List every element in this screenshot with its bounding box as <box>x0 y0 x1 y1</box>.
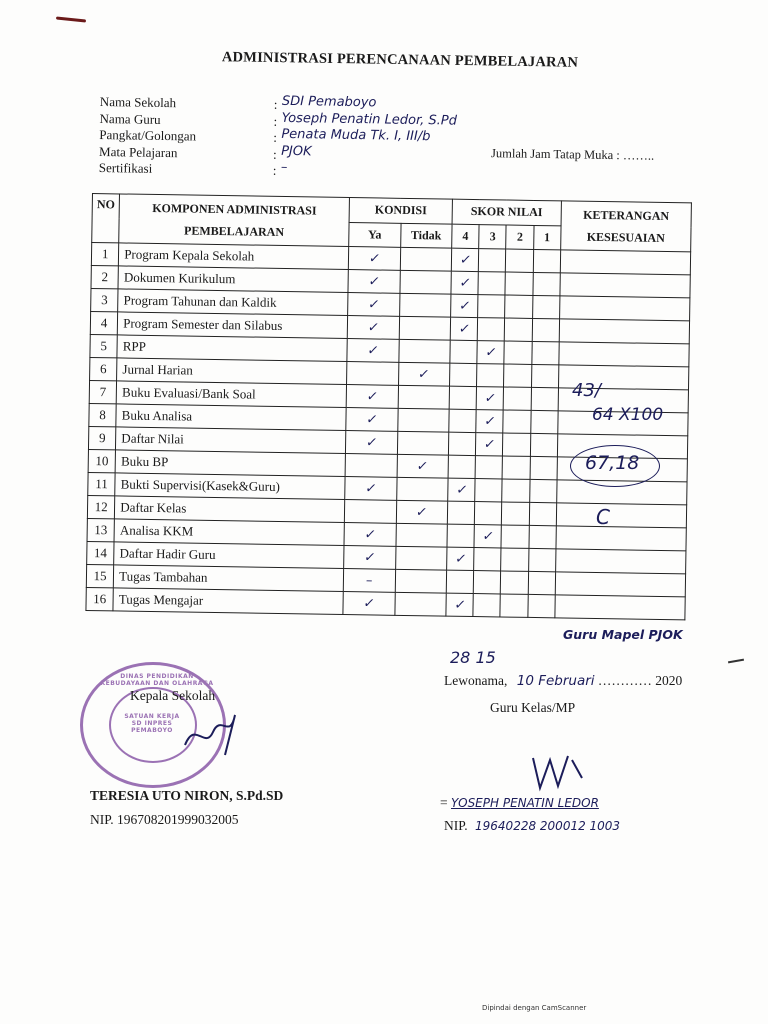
row-no: 2 <box>91 265 119 288</box>
kondisi-ya-cell <box>345 477 397 501</box>
skor-2-cell <box>505 295 533 318</box>
info-label: Nama Sekolah <box>99 94 177 111</box>
header-ya: Ya <box>349 222 401 247</box>
check-mark: ✓ <box>415 459 430 475</box>
info-value-sekolah: SDI Pemaboyo <box>281 93 377 111</box>
check-mark: ✓ <box>481 529 495 545</box>
check-mark: ✓ <box>454 482 469 498</box>
kondisi-tidak-cell <box>397 408 449 432</box>
kondisi-tidak-cell <box>396 500 448 524</box>
row-komponen: Tugas Tambahan <box>114 565 344 592</box>
check-mark: ✓ <box>458 252 472 268</box>
kondisi-ya-cell <box>347 339 399 363</box>
grade: C <box>596 505 610 529</box>
check-mark: ✓ <box>363 481 378 497</box>
header-skor-2: 2 <box>506 225 534 250</box>
skor-2-cell <box>505 318 533 341</box>
keterangan-cell <box>555 572 686 597</box>
skor-3-cell <box>477 341 505 364</box>
header-kondisi: KONDISI <box>349 198 452 224</box>
skor-1-cell <box>531 341 559 364</box>
info-label: Pangkat/Golongan <box>99 126 197 144</box>
check-mark: ✓ <box>457 275 472 291</box>
skor-4-cell <box>451 271 479 294</box>
kondisi-tidak-cell <box>398 362 450 386</box>
kepala-nip: NIP. 196708201999032005 <box>90 812 239 827</box>
row-komponen: Bukti Supervisi(Kasek&Guru) <box>115 473 345 500</box>
kondisi-tidak-cell <box>396 523 448 547</box>
check-mark: ✓ <box>366 297 381 313</box>
check-mark: ✓ <box>414 505 429 521</box>
skor-1-cell <box>530 433 558 456</box>
kondisi-tidak-cell <box>394 592 446 616</box>
info-value-pangkat: Penata Muda Tk. I, III/b <box>281 126 431 145</box>
row-komponen: Tugas Mengajar <box>113 588 343 615</box>
kondisi-ya-cell <box>346 408 398 432</box>
skor-3-cell <box>477 318 505 341</box>
kondisi-ya-cell <box>347 362 399 386</box>
guru-role: Guru Kelas/MP <box>490 700 576 715</box>
skor-3-cell <box>475 479 503 502</box>
guru-name: YOSEPH PENATIN LEDOR <box>451 796 599 810</box>
kondisi-ya-cell <box>348 293 400 317</box>
skor-1-cell <box>529 502 557 525</box>
info-label: Sertifikasi <box>98 159 153 176</box>
guru-nip-label: NIP. <box>444 818 468 833</box>
row-komponen: Daftar Hadir Guru <box>114 542 344 569</box>
skor-2-cell <box>504 387 532 410</box>
row-no: 6 <box>90 357 118 380</box>
info-colon: : <box>272 146 277 162</box>
header-skor: SKOR NILAI <box>452 199 561 225</box>
row-no: 14 <box>87 541 115 564</box>
check-mark: ✓ <box>453 551 468 567</box>
skor-4-cell <box>447 501 475 524</box>
skor-4-cell <box>451 248 479 271</box>
skor-3-cell <box>477 364 505 387</box>
row-komponen: Buku BP <box>115 450 345 477</box>
keterangan-cell <box>555 595 686 620</box>
kondisi-ya-cell <box>348 247 400 271</box>
skor-2-cell <box>503 433 531 456</box>
check-mark: ✓ <box>366 320 381 336</box>
check-mark: ✓ <box>363 527 377 543</box>
info-label: Nama Guru <box>99 110 161 127</box>
check-mark: ✓ <box>457 298 472 314</box>
kondisi-ya-cell <box>346 431 398 455</box>
table-body <box>86 243 691 620</box>
skor-3-cell <box>475 456 503 479</box>
skor-4-cell <box>449 409 477 432</box>
skor-4-cell <box>449 386 477 409</box>
row-no: 1 <box>91 243 119 266</box>
place-date <box>444 673 682 689</box>
row-no: 10 <box>88 449 116 472</box>
skor-2-cell <box>504 364 532 387</box>
jumlah-jam-tatap-muka: Jumlah Jam Tatap Muka : …….. <box>491 145 655 163</box>
skor-4-cell <box>446 593 474 616</box>
header-skor-4: 4 <box>452 224 480 249</box>
info-section <box>99 94 700 186</box>
kepala-role: Kepala Sekolah <box>130 688 216 703</box>
margin-mark <box>728 659 744 664</box>
keterangan-cell <box>560 250 691 275</box>
row-no: 15 <box>86 564 114 587</box>
guru-signature <box>528 748 588 798</box>
keterangan-cell <box>560 273 691 298</box>
skor-2-cell <box>504 341 532 364</box>
row-no: 3 <box>91 288 119 311</box>
kondisi-tidak-cell <box>398 385 450 409</box>
row-no: 8 <box>89 403 117 426</box>
kondisi-tidak-cell <box>397 431 449 455</box>
skor-1-cell <box>533 272 561 295</box>
score-result: 67,18 <box>585 452 640 474</box>
row-komponen: Daftar Kelas <box>115 496 345 523</box>
header-ket: KETERANGAN KESESUAIAN <box>561 201 692 252</box>
guru-mapel-note: Guru Mapel PJOK <box>563 627 683 642</box>
skor-2-cell <box>502 502 530 525</box>
skor-1-cell <box>532 318 560 341</box>
kondisi-ya-cell <box>344 546 396 570</box>
check-mark: ✓ <box>482 437 497 453</box>
skor-2-cell <box>503 410 531 433</box>
skor-2-cell <box>501 548 529 571</box>
row-komponen: Program Semester dan Silabus <box>117 312 347 339</box>
check-mark: ✓ <box>367 251 382 267</box>
keterangan-cell <box>559 296 690 321</box>
row-no: 16 <box>86 587 114 610</box>
kondisi-tidak-cell <box>400 270 452 294</box>
kondisi-ya-cell <box>346 385 398 409</box>
skor-3-cell <box>476 410 504 433</box>
skor-3-cell <box>473 594 501 617</box>
skor-3-cell <box>478 295 506 318</box>
skor-1-cell <box>531 364 559 387</box>
guru-nip-line <box>444 818 620 834</box>
skor-3-cell <box>474 548 502 571</box>
skor-1-cell <box>533 249 561 272</box>
skor-1-cell <box>529 479 557 502</box>
check-mark: ✓ <box>482 414 497 430</box>
header-tidak: Tidak <box>400 223 452 248</box>
date-dots: ………… <box>597 673 652 688</box>
dash-mark: – <box>364 573 374 589</box>
row-no: 4 <box>90 311 118 334</box>
check-mark: ✓ <box>457 321 471 337</box>
kondisi-tidak-cell <box>395 546 447 570</box>
skor-1-cell <box>529 525 557 548</box>
skor-4-cell <box>451 294 479 317</box>
info-label: Mata Pelajaran <box>98 143 178 160</box>
skor-1-cell <box>528 594 556 617</box>
row-no: 13 <box>87 518 115 541</box>
row-komponen: Program Kepala Sekolah <box>119 243 349 270</box>
score-fraction-bottom: 64 X100 <box>592 405 664 425</box>
row-no: 9 <box>88 426 116 449</box>
row-komponen: Buku Analisa <box>116 404 346 431</box>
guru-name-line <box>440 795 599 811</box>
skor-4-cell <box>448 455 476 478</box>
row-no: 11 <box>88 472 116 495</box>
guru-nip: 19640228 200012 1003 <box>475 819 621 833</box>
keterangan-cell <box>559 319 690 344</box>
check-mark: ✓ <box>452 597 467 613</box>
kondisi-tidak-cell <box>396 477 448 501</box>
stamp-outer-text: DINAS PENDIDIKAN KEBUDAYAAN DAN OLAHRAGA <box>100 673 214 687</box>
skor-4-cell <box>448 432 476 455</box>
row-komponen: RPP <box>117 335 347 362</box>
kepala-name: TERESIA UTO NIRON, S.Pd.SD <box>90 788 284 803</box>
info-colon: : <box>272 162 277 178</box>
check-mark: ✓ <box>483 345 498 361</box>
row-komponen: Program Tahunan dan Kaldik <box>118 289 348 316</box>
skor-1-cell <box>530 410 558 433</box>
check-mark: ✓ <box>367 274 381 290</box>
skor-1-cell <box>528 548 556 571</box>
skor-3-cell <box>473 571 501 594</box>
skor-4-cell <box>448 478 476 501</box>
skor-3-cell <box>476 387 504 410</box>
kondisi-ya-cell <box>348 270 400 294</box>
skor-2-cell <box>502 456 530 479</box>
kondisi-ya-cell <box>343 569 395 593</box>
skor-1-cell <box>530 456 558 479</box>
skor-1-cell <box>532 295 560 318</box>
keterangan-cell <box>559 342 690 367</box>
skor-2-cell <box>502 479 530 502</box>
skor-2-cell <box>500 594 528 617</box>
keterangan-cell <box>556 526 687 551</box>
row-no: 7 <box>89 380 117 403</box>
keterangan-cell <box>556 503 687 528</box>
skor-4-cell <box>446 570 474 593</box>
kondisi-ya-cell <box>343 591 395 615</box>
info-colon: : <box>273 96 278 112</box>
check-mark: ✓ <box>483 391 498 407</box>
kondisi-ya-cell <box>344 523 396 547</box>
skor-2-cell <box>505 272 533 295</box>
page-title: ADMINISTRASI PERENCANAAN PEMBELAJARAN <box>221 49 579 71</box>
kondisi-tidak-cell <box>400 247 452 271</box>
info-colon: : <box>273 129 278 145</box>
skor-3-cell <box>475 502 503 525</box>
kepala-signature <box>175 710 255 760</box>
kondisi-tidak-cell <box>399 316 451 340</box>
keterangan-cell <box>555 549 686 574</box>
skor-2-cell <box>501 571 529 594</box>
skor-3-cell <box>474 525 502 548</box>
skor-1-cell <box>528 571 556 594</box>
info-value-guru: Yoseph Penatin Ledor, S.Pd <box>281 110 458 129</box>
check-mark: ✓ <box>362 596 376 612</box>
skor-3-cell <box>479 249 507 272</box>
skor-3-cell <box>478 272 506 295</box>
scanner-footer: Dipindai dengan CamScanner <box>482 1004 587 1012</box>
skor-3-cell <box>476 433 504 456</box>
check-mark: ✓ <box>417 367 431 383</box>
header-komponen: KOMPONEN ADMINISTRASI PEMBELAJARAN <box>119 194 350 247</box>
row-no: 5 <box>90 334 118 357</box>
kondisi-tidak-cell <box>395 569 447 593</box>
below-table-note: 28 15 <box>450 648 496 667</box>
skor-4-cell <box>447 524 475 547</box>
row-komponen: Analisa KKM <box>114 519 344 546</box>
pen-mark <box>56 16 86 22</box>
header-skor-3: 3 <box>479 224 507 249</box>
row-no: 12 <box>87 495 115 518</box>
kondisi-tidak-cell <box>398 339 450 363</box>
skor-2-cell <box>506 249 534 272</box>
skor-2-cell <box>501 525 529 548</box>
place: Lewonama, <box>444 673 508 688</box>
row-komponen: Jurnal Harian <box>117 358 347 385</box>
skor-4-cell <box>449 363 477 386</box>
header-skor-1: 1 <box>533 225 561 250</box>
stamp-inner-text: SATUAN KERJA SD INPRES PEMABOYO <box>124 713 180 734</box>
row-komponen: Dokumen Kurikulum <box>118 266 348 293</box>
date: 10 Februari <box>516 673 595 689</box>
check-mark: ✓ <box>365 343 380 359</box>
info-colon: : <box>273 113 278 129</box>
kondisi-tidak-cell <box>397 454 449 478</box>
year: 2020 <box>655 673 683 688</box>
score-fraction-top: 43/ <box>572 380 601 401</box>
name-equals: = <box>440 795 451 810</box>
info-value-sertifikasi: – <box>280 159 288 175</box>
check-mark: ✓ <box>365 389 380 405</box>
kondisi-ya-cell <box>345 454 397 478</box>
info-value-mapel: PJOK <box>281 143 312 159</box>
skor-4-cell <box>447 547 475 570</box>
kondisi-tidak-cell <box>399 293 451 317</box>
skor-4-cell <box>450 340 478 363</box>
row-komponen: Daftar Nilai <box>116 427 346 454</box>
check-mark: ✓ <box>364 412 379 428</box>
kondisi-ya-cell <box>344 500 396 524</box>
skor-1-cell <box>531 387 559 410</box>
check-mark: ✓ <box>364 435 379 451</box>
check-mark: ✓ <box>362 550 377 566</box>
header-no: NO <box>92 194 120 243</box>
kondisi-ya-cell <box>347 316 399 340</box>
row-komponen: Buku Evaluasi/Bank Soal <box>116 381 346 408</box>
skor-4-cell <box>450 317 478 340</box>
